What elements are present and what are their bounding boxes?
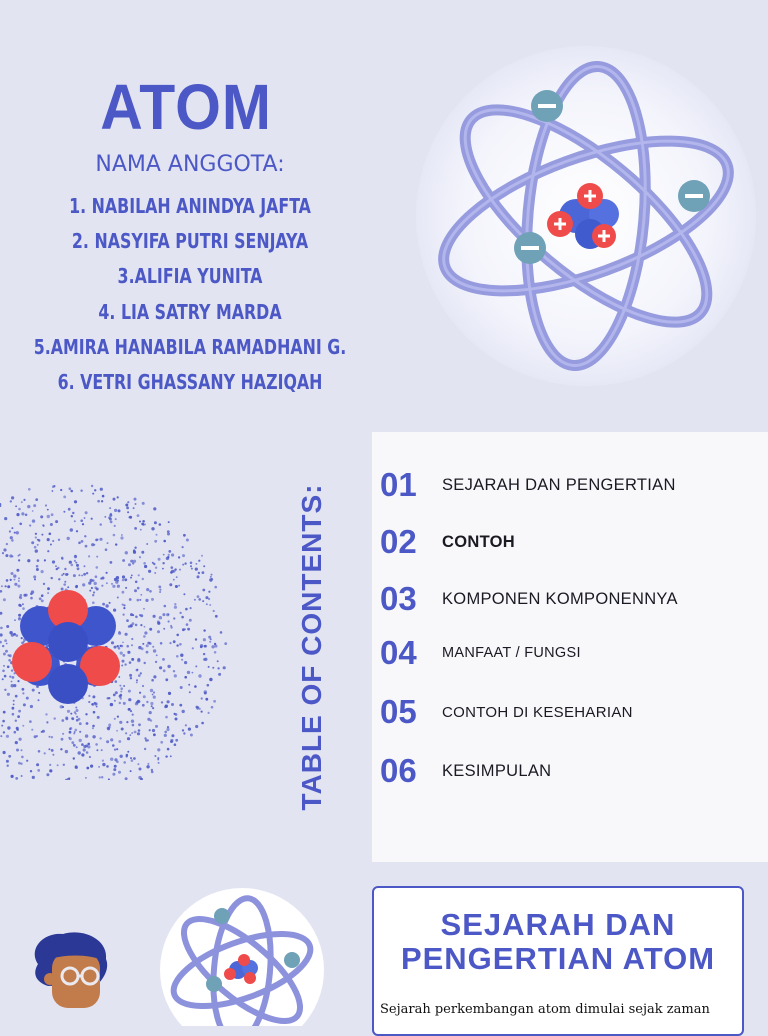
toc-label: KESIMPULAN — [442, 761, 552, 780]
toc-panel — [372, 432, 768, 862]
toc-number: 01 — [380, 466, 417, 503]
section-title-line: PENGERTIAN ATOM — [400, 941, 716, 976]
toc-number: 03 — [380, 580, 417, 617]
member-item: 4. LIA SATRY MARDA — [98, 299, 282, 324]
toc-item[interactable] — [372, 580, 678, 618]
members-heading: NAMA ANGGOTA: — [95, 152, 285, 177]
nucleus-icon — [0, 470, 250, 780]
toc-item[interactable] — [372, 523, 515, 561]
members-list — [0, 190, 380, 401]
toc-item[interactable] — [372, 693, 633, 731]
toc-number: 04 — [380, 634, 417, 671]
person-avatar — [18, 924, 118, 1024]
toc-item[interactable] — [372, 752, 551, 790]
toc-label: CONTOH — [442, 532, 515, 551]
member-item: 2. NASYIFA PUTRI SENJAYA — [71, 229, 309, 254]
member-item: 6. VETRI GHASSANY HAZIQAH — [57, 369, 323, 394]
toc-number: 05 — [380, 693, 417, 730]
section-card — [372, 886, 744, 1036]
toc-label: SEJARAH DAN PENGERTIAN — [442, 475, 676, 494]
toc-number: 02 — [380, 523, 417, 560]
member-item: 5.AMIRA HANABILA RAMADHANI G. — [33, 334, 347, 359]
section-title-line: SEJARAH DAN — [440, 907, 676, 942]
section-title — [374, 908, 742, 976]
atom-icon — [158, 886, 326, 1026]
toc-item[interactable] — [372, 466, 676, 504]
member-item: 3.ALIFIA YUNITA — [117, 264, 263, 289]
atom-icon — [414, 46, 762, 388]
toc-title: TABLE OF CONTENTS: — [296, 483, 327, 811]
toc-item[interactable] — [372, 634, 581, 672]
toc-label: MANFAAT / FUNGSI — [442, 645, 581, 661]
toc-label: CONTOH DI KESEHARIAN — [442, 703, 633, 721]
section-text: Sejarah perkembangan atom dimulai sejak zaman — [380, 1002, 710, 1017]
title: ATOM — [100, 71, 272, 143]
toc-number: 06 — [380, 752, 417, 789]
member-item: 1. NABILAH ANINDYA JAFTA — [69, 194, 311, 218]
toc-label: KOMPONEN KOMPONENNYA — [442, 589, 678, 608]
